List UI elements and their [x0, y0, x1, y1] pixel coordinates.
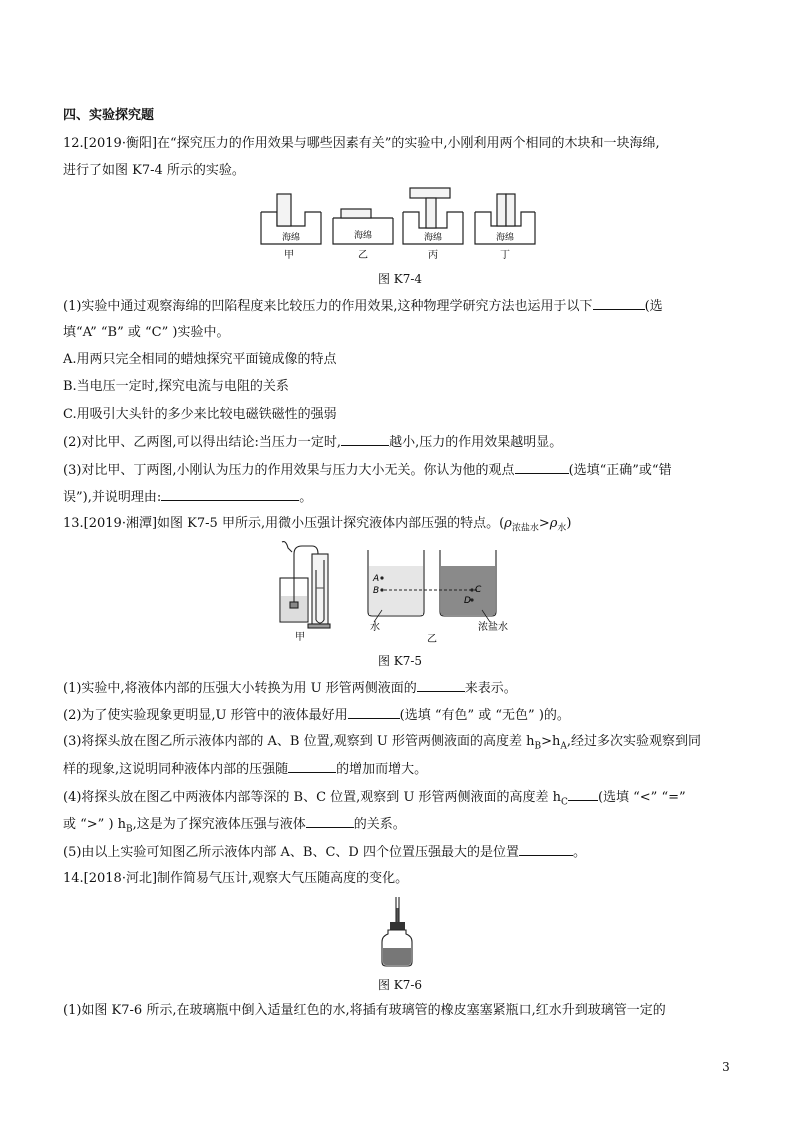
page-number: 3	[722, 1060, 730, 1074]
panel-label-bing: 丙	[428, 250, 438, 261]
q13-part3-line1	[63, 732, 701, 757]
rho-subscript-water: 水	[557, 523, 567, 534]
figure-k7-6-barometer	[376, 896, 418, 968]
rho-subscript-salt: 浓盐水	[511, 523, 539, 534]
point-b-label: B	[373, 586, 380, 596]
q13-part2	[63, 705, 570, 726]
q13-part3-gt: >h	[541, 734, 561, 749]
point-d-label: D	[464, 596, 471, 606]
q12-part2-text: (2)对比甲、乙两图,可以得出结论:当压力一定时,	[63, 435, 342, 450]
q13-part4-text: (4)将探头放在图乙中两液体内部等深的 B、C 位置,观察到 U 形管两侧液面的高度差 h	[63, 790, 562, 805]
q13-part3-line2	[63, 759, 427, 780]
sponge-label-jia: 海绵	[281, 233, 301, 243]
q12-part2-text-b: 越小,压力的作用效果越明显。	[389, 435, 563, 450]
rho-symbol: ρ	[504, 516, 512, 531]
q13-answer-blank-1[interactable]	[417, 678, 465, 692]
q13-part4-text-d: ,这是为了探究液体压强与液体	[132, 817, 306, 832]
figure-caption-k7-5: 图 K7-5	[377, 654, 423, 668]
q13-sub-hb2: B	[126, 824, 133, 835]
close-paren: )	[566, 516, 572, 531]
q13-answer-blank-3[interactable]	[288, 759, 336, 773]
figure-label-jia: 甲	[295, 632, 305, 643]
point-c-label: C	[475, 585, 482, 595]
q13-part3-text: (3)将探头放在图乙所示液体内部的 A、B 位置,观察到 U 形管两侧液面的高度差 h	[63, 734, 535, 749]
label-salt-water: 浓盐水	[478, 622, 508, 633]
q13-part5-text: (5)由以上实验可知图乙所示液体内部 A、B、C、D 四个位置压强最大的是位置	[63, 845, 519, 860]
q13-answer-blank-4[interactable]	[568, 787, 598, 801]
q13-part1-text: (1)实验中,将液体内部的压强大小转换为用 U 形管两侧液面的	[63, 681, 417, 696]
q12-option-a: A.用两只完全相同的蜡烛探究平面镜成像的特点	[63, 352, 337, 367]
q12-part3-text-c: 误”),并说明理由:	[63, 490, 162, 505]
q12-part3-text-b: (选填“正确”或“错	[568, 463, 672, 478]
q14-stem-text: 制作简易气压计,观察大气压随高度的变化。	[157, 871, 409, 886]
q13-sub-hb: B	[534, 741, 542, 752]
q12-answer-blank-3[interactable]	[515, 460, 569, 474]
q12-part1-text-b: (选	[644, 299, 663, 314]
q13-sub-hc: C	[561, 797, 568, 808]
figure-label-yi: 乙	[427, 634, 437, 645]
q12-part2	[63, 432, 562, 453]
q12-option-c: C.用吸引大头针的多少来比较电磁铁磁性的强弱	[63, 407, 337, 422]
q13-part3-text-c: 样的现象,这说明同种液体内部的压强随	[63, 762, 289, 777]
q14-stem	[63, 869, 408, 889]
q13-answer-blank-2[interactable]	[348, 705, 400, 719]
pressure-gauge-apparatus	[280, 542, 330, 628]
q12-part1-line2: 填“A” “B” 或 “C” )实验中。	[63, 325, 230, 340]
sponge-label-ding: 海绵	[495, 233, 515, 243]
q12-answer-blank-1[interactable]	[593, 296, 645, 310]
q12-source: 12.[2019·衡阳]	[63, 136, 158, 151]
q13-part1-text-b: 来表示。	[464, 681, 517, 696]
q12-part3-text-d: 。	[299, 490, 313, 505]
q13-part2-text-b: (选填 “有色” 或 “无色” )的。	[399, 708, 570, 723]
q14-part1: (1)如图 K7-6 所示,在玻璃瓶中倒入适量红色的水,将插有玻璃管的橡皮塞塞紧瓶口,红水升到玻璃管一定的	[63, 1003, 666, 1018]
q12-stem-text: 在“探究压力的作用效果与哪些因素有关”的实验中,小刚利用两个相同的木块和一块海绵,	[157, 136, 660, 151]
q13-part4-text-b: (选填 “<” “=”	[597, 790, 686, 805]
q13-part4-line1	[63, 787, 686, 813]
q12-part1-line1	[63, 296, 663, 317]
q14-source: 14.[2018·河北]	[63, 871, 158, 886]
sponge-label-bing: 海绵	[423, 233, 443, 243]
q13-part3-text-b: ,经过多次实验观察到同	[566, 734, 702, 749]
figure-caption-k7-6: 图 K7-6	[377, 978, 423, 992]
point-a-label: A	[373, 574, 380, 584]
greater-than: >	[538, 516, 550, 531]
q13-part5	[63, 842, 586, 863]
q12-stem-line2: 进行了如图 K7-4 所示的实验。	[63, 163, 245, 178]
q12-part3-line1	[63, 460, 672, 481]
q13-part3-text-d: 的增加而增大。	[336, 762, 428, 777]
panel-label-yi: 乙	[358, 250, 368, 261]
figure-k7-4	[255, 186, 545, 264]
beaker-salt-water	[440, 550, 496, 616]
section-title: 四、实验探究题	[63, 108, 155, 123]
q13-part2-text: (2)为了使实验现象更明显,U 形管中的液体最好用	[63, 708, 348, 723]
label-water: 水	[370, 622, 380, 633]
q12-part1-text: (1)实验中通过观察海绵的凹陷程度来比较压力的作用效果,这种物理学研究方法也运用于以下	[63, 299, 593, 314]
rho-symbol-2: ρ	[549, 516, 558, 531]
q13-part5-text-b: 。	[573, 845, 587, 860]
q12-part3-text: (3)对比甲、丁两图,小刚认为压力的作用效果与压力大小无关。你认为他的观点	[63, 463, 515, 478]
figure-k7-5	[272, 540, 522, 645]
q12-answer-blank-4[interactable]	[161, 487, 299, 501]
panel-label-ding: 丁	[500, 250, 510, 261]
q13-answer-blank-5[interactable]	[306, 814, 354, 828]
panel-label-jia: 甲	[284, 250, 294, 261]
q13-source: 13.[2019·湘潭]	[63, 516, 158, 531]
q12-option-b: B.当电压一定时,探究电流与电阻的关系	[63, 379, 289, 394]
q13-answer-blank-6[interactable]	[519, 842, 573, 856]
sponge-label-yi: 海绵	[353, 231, 373, 241]
q12-part3-line2	[63, 487, 312, 508]
q13-sub-ha: A	[560, 741, 567, 752]
q13-part4-line2	[63, 814, 406, 840]
q13-part4-text-c: 或 “>” ) h	[63, 817, 127, 832]
q13-part1	[63, 678, 517, 699]
q12-answer-blank-2[interactable]	[341, 432, 389, 446]
q13-part4-text-e: 的关系。	[353, 817, 406, 832]
figure-caption-k7-4: 图 K7-4	[377, 272, 423, 286]
q13-stem	[63, 514, 572, 539]
q12-stem-line1	[63, 134, 660, 154]
q13-stem-text: 如图 K7-5 甲所示,用微小压强计探究液体内部压强的特点。(	[157, 516, 505, 531]
